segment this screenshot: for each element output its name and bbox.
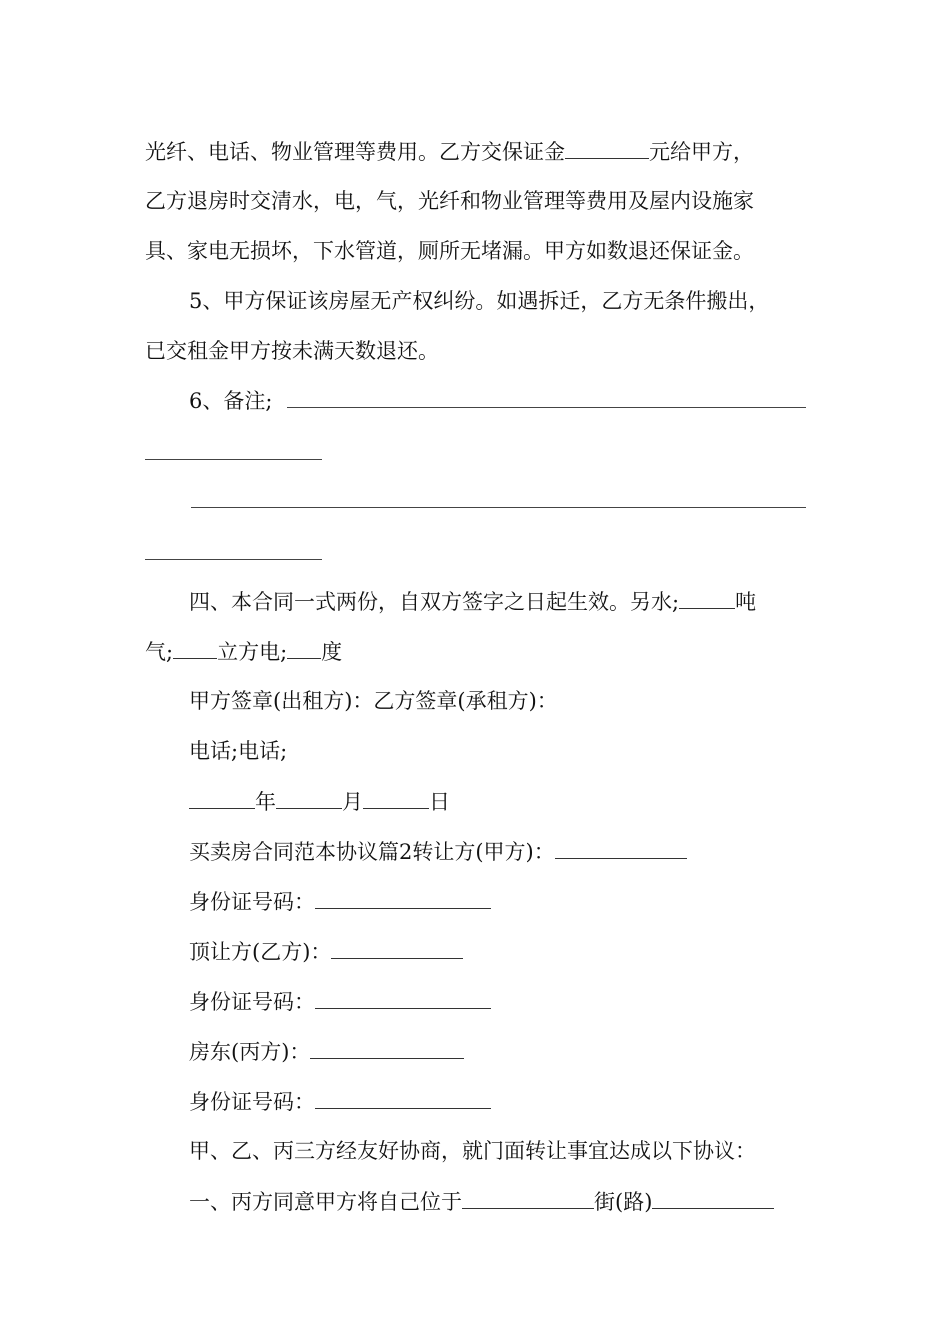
text-line: 已交租金甲方按未满天数退还。	[145, 339, 439, 363]
text-line	[189, 1036, 810, 1066]
text-segment: 气;	[145, 640, 174, 664]
text-segment: 日	[429, 790, 450, 814]
text-line: 甲、乙、丙三方经友好协商，就门面转让事宜达成以下协议：	[189, 1139, 756, 1163]
blank-field	[315, 886, 491, 909]
blank-field	[555, 836, 687, 859]
text-line	[145, 136, 810, 166]
text-line: 甲方签章(出租方)：乙方签章(承租方)：	[189, 689, 558, 713]
text-segment: 立方电;	[217, 640, 288, 664]
blank-field	[145, 459, 322, 460]
blank-field	[173, 636, 217, 659]
blank-field	[462, 1186, 594, 1209]
blank-field	[565, 136, 649, 159]
text-line	[189, 1186, 810, 1216]
text-segment: 月	[342, 790, 363, 814]
remark-label: 6、备注;	[189, 389, 273, 413]
text-line	[189, 586, 810, 616]
blank-field	[363, 786, 429, 809]
text-segment: 一、丙方同意甲方将自己位于	[189, 1190, 462, 1214]
text-line	[189, 786, 810, 816]
text-line: 电话;电话;	[189, 739, 288, 763]
blank-field	[191, 507, 806, 508]
blank-field	[315, 1086, 491, 1109]
text-segment: 吨	[735, 590, 757, 614]
text-line	[189, 836, 810, 866]
blank-field	[315, 986, 491, 1009]
text-line: 5、甲方保证该房屋无产权纠纷。如遇拆迁，乙方无条件搬出，	[189, 289, 770, 313]
text-segment: 元给甲方，	[649, 140, 754, 164]
text-segment: 顶让方(乙方)：	[189, 940, 332, 964]
text-line: 具、家电无损坏，下水管道，厕所无堵漏。甲方如数退还保证金。	[145, 239, 754, 263]
text-line	[189, 936, 810, 966]
text-segment: 身份证号码：	[189, 990, 315, 1014]
blank-field	[145, 559, 322, 560]
blank-field	[310, 1036, 464, 1059]
text-line	[189, 386, 810, 416]
text-line	[189, 986, 810, 1016]
blank-field	[287, 407, 806, 408]
text-segment: 年	[255, 790, 276, 814]
text-segment: 光纤、电话、物业管理等费用。乙方交保证金	[145, 140, 565, 164]
text-segment: 身份证号码：	[189, 1090, 315, 1114]
text-line	[189, 886, 810, 916]
blank-field	[679, 586, 735, 609]
text-line: 乙方退房时交清水，电，气，光纤和物业管理等费用及屋内设施家	[145, 189, 754, 213]
text-line	[145, 636, 810, 666]
text-line	[189, 1086, 810, 1116]
text-segment: 四、本合同一式两份，自双方签字之日起生效。另水;	[189, 590, 680, 614]
blank-field	[652, 1186, 774, 1209]
text-segment: 度	[321, 640, 343, 664]
blank-field	[287, 636, 321, 659]
text-segment: 身份证号码：	[189, 890, 315, 914]
text-segment: 买卖房合同范本协议篇2转让方(甲方)：	[189, 840, 555, 864]
blank-field	[189, 786, 255, 809]
blank-field	[331, 936, 463, 959]
text-segment: 房东(丙方)：	[189, 1040, 311, 1064]
blank-field	[276, 786, 342, 809]
text-segment: 街(路)	[594, 1190, 653, 1214]
